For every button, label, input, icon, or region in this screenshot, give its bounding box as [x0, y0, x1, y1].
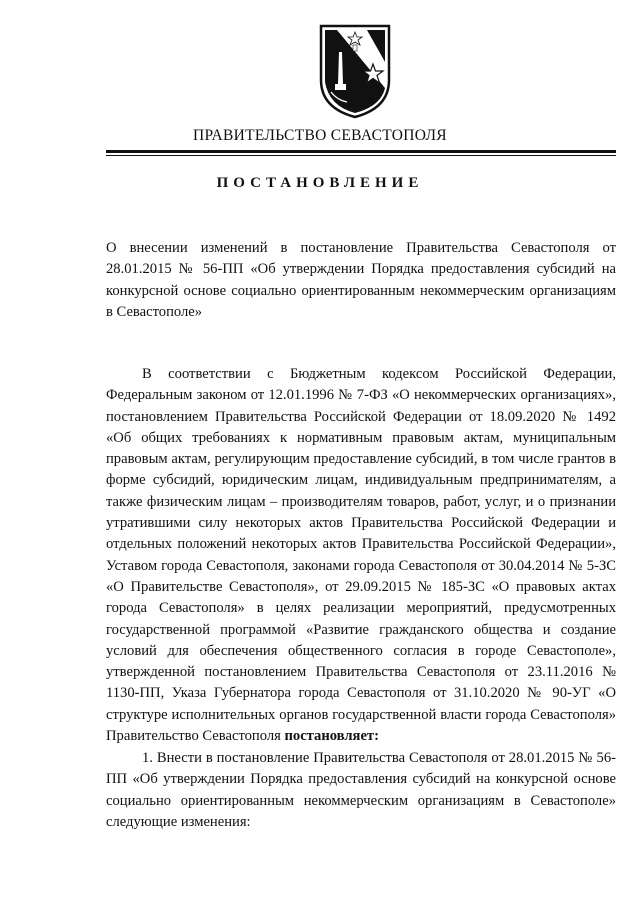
government-title: ПРАВИТЕЛЬСТВО СЕВАСТОПОЛЯ — [193, 127, 447, 144]
preamble-text: В соответствии с Бюджетным кодексом Российской Федерации, Федеральным законом от 12.01.1996 № 7-ФЗ «О некоммерческих организациях», постановлением Правительства Российской Федерации от 18.09.2020 № 1492 «Об общих требованиях к нормативным правовым актам, муниципальным правовым актам, регулирующим предоставление субсидий, в том числе грантов в форме субсидий, юридическим лицам, индивидуальным предпринимателям, а также физическим лицам – производителям товаров, работ, услуг, и о признании утратившими силу некоторых актов Правительства Российской Федерации и отдельных положений некоторых актов Правительства Российской Федерации», Уставом города Севастополя, законами города Севастополя от 30.04.2014 № 5-ЗС «О Правительстве Севастополя», от 29.09.2015 № 185-ЗС «О правовых актах города Севастополя» в целях реализации мероприятий, предусмотренных государственной программой «Развитие гражданского общества и создание условий для обеспечения общественного согласия в городе Севастополе», утвержденной постановлением Правительства Севастополя от 23.11.2016 № 1130-ПП, Указа Губернатора города Севастополя от 31.10.2020 № 90-УГ «О структуре исполнительных органов государственной власти города Севастополя» Правительство Севастополя — [106, 366, 616, 745]
document-subject: О внесении изменений в постановление Правительства Севастополя от 28.01.2015 № 56-ПП «Об утверждении Порядка предоставления субсидий на конкурсной основе социально ориентированным некоммерческим организациям в Севастополе» — [106, 240, 616, 320]
document-type: ПОСТАНОВЛЕНИЕ — [216, 175, 424, 191]
preamble-paragraph — [106, 364, 616, 747]
coat-of-arms-icon — [317, 22, 393, 120]
header-rule-thin — [106, 155, 616, 156]
clause-1: 1. Внести в постановление Правительства Севастополя от 28.01.2015 № 56-ПП «Об утверждении Порядка предоставления субсидий на конкурсной основе социально ориентированным некоммерческим организациям в Севастополе» следующие изменения: — [106, 750, 616, 830]
resolves-word: постановляет: — [284, 728, 379, 745]
header-rule-thick — [106, 150, 616, 153]
